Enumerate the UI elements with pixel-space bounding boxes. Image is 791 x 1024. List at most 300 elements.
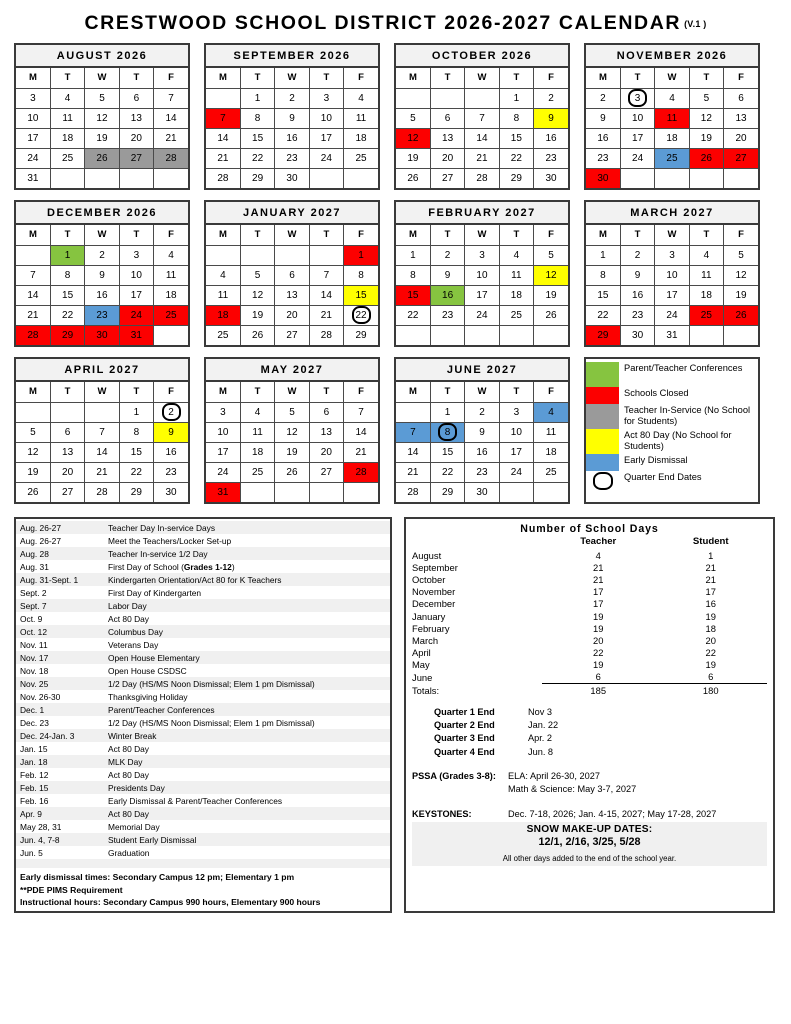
day-cell[interactable] bbox=[344, 402, 378, 422]
day-cell[interactable] bbox=[85, 285, 119, 305]
day-cell[interactable] bbox=[430, 108, 464, 128]
day-cell[interactable] bbox=[85, 305, 119, 325]
day-cell[interactable] bbox=[655, 108, 689, 128]
day-cell[interactable] bbox=[206, 402, 240, 422]
day-cell[interactable] bbox=[85, 422, 119, 442]
day-cell[interactable] bbox=[206, 462, 240, 482]
day-cell[interactable] bbox=[655, 128, 689, 148]
school-days-row bbox=[412, 573, 767, 585]
day-cell[interactable] bbox=[344, 108, 378, 128]
day-cell[interactable] bbox=[206, 265, 240, 285]
day-cell[interactable] bbox=[16, 462, 50, 482]
day-cell[interactable] bbox=[724, 245, 758, 265]
day-cell[interactable] bbox=[396, 305, 430, 325]
month-title: SEPTEMBER 2026 bbox=[206, 45, 378, 68]
day-cell[interactable] bbox=[586, 108, 620, 128]
day-cell[interactable] bbox=[240, 88, 274, 108]
day-cell[interactable] bbox=[154, 148, 188, 168]
day-number: 8 bbox=[444, 426, 451, 438]
legend-swatch-gray bbox=[586, 404, 619, 429]
day-cell[interactable] bbox=[430, 402, 464, 422]
day-cell[interactable] bbox=[689, 108, 723, 128]
day-cell[interactable] bbox=[16, 422, 50, 442]
day-cell[interactable] bbox=[154, 88, 188, 108]
day-cell[interactable] bbox=[16, 108, 50, 128]
day-cell[interactable] bbox=[344, 128, 378, 148]
day-cell[interactable] bbox=[240, 128, 274, 148]
day-cell[interactable] bbox=[620, 88, 654, 108]
day-cell[interactable] bbox=[50, 462, 84, 482]
day-cell[interactable] bbox=[119, 482, 153, 502]
day-cell[interactable] bbox=[154, 108, 188, 128]
day-cell[interactable] bbox=[154, 305, 188, 325]
day-cell[interactable] bbox=[655, 325, 689, 345]
day-cell[interactable] bbox=[50, 148, 84, 168]
day-cell[interactable] bbox=[50, 245, 84, 265]
day-cell[interactable] bbox=[724, 148, 758, 168]
day-cell[interactable] bbox=[309, 442, 343, 462]
day-cell[interactable] bbox=[85, 265, 119, 285]
day-cell[interactable] bbox=[499, 285, 533, 305]
day-cell[interactable] bbox=[586, 325, 620, 345]
day-cell[interactable] bbox=[240, 148, 274, 168]
day-cell[interactable] bbox=[50, 285, 84, 305]
school-days-teacher: 17 bbox=[593, 598, 604, 610]
day-cell[interactable] bbox=[50, 265, 84, 285]
day-cell[interactable] bbox=[499, 305, 533, 325]
month-grid bbox=[586, 68, 758, 188]
day-cell[interactable] bbox=[534, 168, 568, 188]
day-cell[interactable] bbox=[309, 325, 343, 345]
day-cell[interactable] bbox=[534, 305, 568, 325]
day-cell[interactable] bbox=[724, 88, 758, 108]
day-cell[interactable] bbox=[534, 128, 568, 148]
day-cell[interactable] bbox=[534, 462, 568, 482]
day-cell[interactable] bbox=[309, 265, 343, 285]
day-cell[interactable] bbox=[465, 108, 499, 128]
day-cell[interactable] bbox=[119, 285, 153, 305]
day-cell[interactable] bbox=[16, 305, 50, 325]
day-cell[interactable] bbox=[534, 88, 568, 108]
day-cell[interactable] bbox=[534, 442, 568, 462]
day-number: 2 bbox=[99, 249, 105, 261]
day-cell[interactable] bbox=[16, 88, 50, 108]
quarter-end-row bbox=[434, 732, 767, 745]
day-cell[interactable] bbox=[586, 168, 620, 188]
day-cell[interactable] bbox=[275, 108, 309, 128]
day-number: 28 bbox=[27, 329, 39, 341]
day-cell[interactable] bbox=[465, 285, 499, 305]
day-cell[interactable] bbox=[50, 108, 84, 128]
school-days-row bbox=[412, 634, 767, 646]
day-cell[interactable] bbox=[620, 265, 654, 285]
day-cell[interactable] bbox=[430, 245, 464, 265]
day-cell[interactable] bbox=[50, 422, 84, 442]
day-cell[interactable] bbox=[430, 148, 464, 168]
day-cell[interactable] bbox=[154, 402, 188, 422]
day-cell[interactable] bbox=[16, 482, 50, 502]
day-cell[interactable] bbox=[50, 442, 84, 462]
day-cell[interactable] bbox=[465, 402, 499, 422]
day-cell[interactable] bbox=[465, 245, 499, 265]
day-cell[interactable] bbox=[430, 442, 464, 462]
day-cell[interactable] bbox=[499, 402, 533, 422]
day-cell[interactable] bbox=[119, 305, 153, 325]
weekday-header: W bbox=[655, 225, 689, 245]
day-cell[interactable] bbox=[655, 265, 689, 285]
day-cell[interactable] bbox=[16, 265, 50, 285]
day-cell[interactable] bbox=[499, 168, 533, 188]
day-cell[interactable] bbox=[206, 168, 240, 188]
day-cell[interactable] bbox=[396, 108, 430, 128]
week-row bbox=[396, 88, 568, 108]
day-cell[interactable] bbox=[655, 148, 689, 168]
day-cell[interactable] bbox=[620, 245, 654, 265]
day-cell[interactable] bbox=[620, 108, 654, 128]
day-cell[interactable] bbox=[119, 442, 153, 462]
day-cell[interactable] bbox=[154, 442, 188, 462]
month-january-2027 bbox=[204, 200, 380, 347]
day-cell[interactable] bbox=[206, 128, 240, 148]
event-description: Early Dismissal & Parent/Teacher Conferences bbox=[108, 795, 283, 806]
day-cell[interactable] bbox=[689, 88, 723, 108]
day-cell[interactable] bbox=[154, 462, 188, 482]
day-cell[interactable] bbox=[534, 245, 568, 265]
day-cell[interactable] bbox=[396, 285, 430, 305]
day-cell[interactable] bbox=[119, 148, 153, 168]
day-cell[interactable] bbox=[154, 128, 188, 148]
day-cell[interactable] bbox=[655, 245, 689, 265]
day-cell[interactable] bbox=[534, 265, 568, 285]
day-cell[interactable] bbox=[724, 265, 758, 285]
day-cell[interactable] bbox=[344, 265, 378, 285]
day-cell[interactable] bbox=[309, 148, 343, 168]
day-cell[interactable] bbox=[206, 325, 240, 345]
day-number: 11 bbox=[165, 269, 177, 281]
day-cell[interactable] bbox=[724, 108, 758, 128]
day-cell[interactable] bbox=[586, 245, 620, 265]
day-cell[interactable] bbox=[275, 168, 309, 188]
day-cell[interactable] bbox=[85, 148, 119, 168]
weekday-header: T bbox=[119, 68, 153, 88]
day-cell[interactable] bbox=[50, 128, 84, 148]
day-cell[interactable] bbox=[620, 148, 654, 168]
day-cell[interactable] bbox=[275, 305, 309, 325]
event-row bbox=[16, 599, 390, 612]
day-cell[interactable] bbox=[430, 462, 464, 482]
day-cell[interactable] bbox=[309, 128, 343, 148]
day-cell[interactable] bbox=[465, 265, 499, 285]
day-cell[interactable] bbox=[396, 265, 430, 285]
day-cell[interactable] bbox=[586, 148, 620, 168]
day-cell[interactable] bbox=[309, 462, 343, 482]
day-cell[interactable] bbox=[85, 325, 119, 345]
day-cell[interactable] bbox=[430, 265, 464, 285]
legend-label: Act 80 Day (No School for Students) bbox=[624, 430, 732, 451]
day-number: 16 bbox=[165, 446, 177, 458]
day-number: 13 bbox=[130, 112, 142, 124]
weekday-header: T bbox=[119, 382, 153, 402]
day-cell[interactable] bbox=[724, 305, 758, 325]
day-cell[interactable] bbox=[16, 168, 50, 188]
day-cell[interactable] bbox=[430, 128, 464, 148]
week-row bbox=[206, 265, 378, 285]
day-cell[interactable] bbox=[586, 88, 620, 108]
event-date: Sept. 7 bbox=[20, 600, 47, 611]
day-cell[interactable] bbox=[275, 325, 309, 345]
day-cell[interactable] bbox=[275, 128, 309, 148]
day-cell[interactable] bbox=[499, 422, 533, 442]
day-cell[interactable] bbox=[465, 148, 499, 168]
day-cell[interactable] bbox=[240, 462, 274, 482]
day-cell[interactable] bbox=[275, 148, 309, 168]
day-cell[interactable] bbox=[534, 148, 568, 168]
day-cell[interactable] bbox=[430, 482, 464, 502]
day-cell[interactable] bbox=[465, 442, 499, 462]
day-cell[interactable] bbox=[275, 88, 309, 108]
day-cell[interactable] bbox=[50, 305, 84, 325]
day-cell[interactable] bbox=[396, 422, 430, 442]
day-cell[interactable] bbox=[309, 88, 343, 108]
day-cell[interactable] bbox=[499, 108, 533, 128]
day-cell[interactable] bbox=[396, 482, 430, 502]
legend-swatch-red bbox=[586, 387, 619, 404]
day-cell[interactable] bbox=[499, 148, 533, 168]
day-cell[interactable] bbox=[534, 402, 568, 422]
day-cell[interactable] bbox=[119, 245, 153, 265]
day-number: 30 bbox=[597, 172, 609, 184]
weekday-header: F bbox=[534, 382, 568, 402]
day-cell[interactable] bbox=[689, 245, 723, 265]
empty-cell bbox=[534, 325, 568, 345]
day-cell[interactable] bbox=[240, 305, 274, 325]
day-cell[interactable] bbox=[154, 265, 188, 285]
day-cell[interactable] bbox=[275, 462, 309, 482]
day-cell[interactable] bbox=[499, 462, 533, 482]
day-cell[interactable] bbox=[240, 285, 274, 305]
day-cell[interactable] bbox=[620, 128, 654, 148]
day-number: 21 bbox=[476, 152, 488, 164]
day-cell[interactable] bbox=[344, 245, 378, 265]
day-cell[interactable] bbox=[620, 305, 654, 325]
day-cell[interactable] bbox=[16, 325, 50, 345]
event-description: Meet the Teachers/Locker Set-up bbox=[108, 535, 232, 546]
day-cell[interactable] bbox=[85, 442, 119, 462]
day-cell[interactable] bbox=[655, 88, 689, 108]
day-cell[interactable] bbox=[620, 325, 654, 345]
day-cell[interactable] bbox=[240, 108, 274, 128]
day-cell[interactable] bbox=[119, 422, 153, 442]
month-title: DECEMBER 2026 bbox=[16, 202, 188, 225]
school-days-teacher: 21 bbox=[593, 561, 604, 573]
day-cell[interactable] bbox=[534, 108, 568, 128]
day-cell[interactable] bbox=[534, 422, 568, 442]
empty-cell bbox=[16, 245, 50, 265]
day-cell[interactable] bbox=[16, 285, 50, 305]
day-cell[interactable] bbox=[396, 462, 430, 482]
school-days-teacher: 19 bbox=[593, 610, 604, 622]
week-row bbox=[16, 285, 188, 305]
empty-cell bbox=[499, 325, 533, 345]
day-number: 6 bbox=[289, 269, 295, 281]
day-number: 22 bbox=[62, 309, 74, 321]
day-cell[interactable] bbox=[154, 422, 188, 442]
day-cell[interactable] bbox=[344, 285, 378, 305]
day-cell[interactable] bbox=[499, 88, 533, 108]
day-cell[interactable] bbox=[465, 482, 499, 502]
day-cell[interactable] bbox=[689, 128, 723, 148]
day-cell[interactable] bbox=[206, 482, 240, 502]
day-cell[interactable] bbox=[396, 168, 430, 188]
day-cell[interactable] bbox=[240, 265, 274, 285]
school-days-month: June bbox=[412, 671, 433, 683]
day-cell[interactable] bbox=[430, 422, 464, 442]
school-days-student: 21 bbox=[705, 561, 716, 573]
week-row bbox=[16, 422, 188, 442]
weekday-header: F bbox=[534, 225, 568, 245]
event-row bbox=[16, 820, 390, 833]
empty-cell bbox=[689, 168, 723, 188]
day-cell[interactable] bbox=[344, 325, 378, 345]
day-cell[interactable] bbox=[465, 128, 499, 148]
day-cell[interactable] bbox=[465, 462, 499, 482]
weekday-header: W bbox=[85, 382, 119, 402]
day-cell[interactable] bbox=[689, 305, 723, 325]
day-cell[interactable] bbox=[154, 245, 188, 265]
day-number: 30 bbox=[476, 486, 488, 498]
weekday-header: T bbox=[689, 225, 723, 245]
day-cell[interactable] bbox=[396, 245, 430, 265]
day-cell[interactable] bbox=[309, 108, 343, 128]
day-cell[interactable] bbox=[85, 482, 119, 502]
day-number: 5 bbox=[738, 249, 744, 261]
week-row bbox=[16, 442, 188, 462]
day-cell[interactable] bbox=[309, 305, 343, 325]
day-cell[interactable] bbox=[275, 285, 309, 305]
day-cell[interactable] bbox=[655, 305, 689, 325]
weekday-header: M bbox=[396, 382, 430, 402]
day-cell[interactable] bbox=[344, 148, 378, 168]
day-cell[interactable] bbox=[689, 265, 723, 285]
day-cell[interactable] bbox=[154, 482, 188, 502]
event-row bbox=[16, 573, 390, 586]
day-cell[interactable] bbox=[344, 442, 378, 462]
day-cell[interactable] bbox=[396, 442, 430, 462]
day-cell[interactable] bbox=[430, 168, 464, 188]
day-cell[interactable] bbox=[724, 285, 758, 305]
day-cell[interactable] bbox=[16, 442, 50, 462]
day-cell[interactable] bbox=[206, 285, 240, 305]
day-cell[interactable] bbox=[206, 442, 240, 462]
day-cell[interactable] bbox=[240, 442, 274, 462]
day-cell[interactable] bbox=[275, 422, 309, 442]
day-cell[interactable] bbox=[344, 422, 378, 442]
day-cell[interactable] bbox=[154, 285, 188, 305]
day-cell[interactable] bbox=[655, 285, 689, 305]
event-row bbox=[16, 560, 390, 573]
day-cell[interactable] bbox=[50, 325, 84, 345]
school-days-row bbox=[412, 549, 767, 561]
day-cell[interactable] bbox=[499, 442, 533, 462]
day-cell[interactable] bbox=[240, 325, 274, 345]
day-cell[interactable] bbox=[309, 285, 343, 305]
day-cell[interactable] bbox=[499, 245, 533, 265]
day-cell[interactable] bbox=[50, 482, 84, 502]
day-cell[interactable] bbox=[309, 422, 343, 442]
day-cell[interactable] bbox=[119, 462, 153, 482]
day-cell[interactable] bbox=[586, 128, 620, 148]
day-cell[interactable] bbox=[465, 422, 499, 442]
day-cell[interactable] bbox=[240, 168, 274, 188]
day-cell[interactable] bbox=[689, 148, 723, 168]
day-cell[interactable] bbox=[50, 88, 84, 108]
month-grid bbox=[16, 68, 188, 188]
keystones-label: KEYSTONES: bbox=[412, 808, 472, 819]
day-cell[interactable] bbox=[689, 285, 723, 305]
day-number: 11 bbox=[62, 112, 73, 124]
day-cell[interactable] bbox=[206, 148, 240, 168]
day-cell[interactable] bbox=[396, 148, 430, 168]
day-cell[interactable] bbox=[344, 462, 378, 482]
day-cell[interactable] bbox=[119, 402, 153, 422]
day-cell[interactable] bbox=[275, 442, 309, 462]
day-cell[interactable] bbox=[534, 285, 568, 305]
day-cell[interactable] bbox=[344, 305, 378, 325]
day-cell[interactable] bbox=[240, 402, 274, 422]
day-cell[interactable] bbox=[85, 462, 119, 482]
day-cell[interactable] bbox=[396, 128, 430, 148]
day-cell[interactable] bbox=[430, 305, 464, 325]
keystones-value: Dec. 7-18, 2026; Jan. 4-15, 2027; May 17-28, 2027 bbox=[508, 808, 717, 819]
day-cell[interactable] bbox=[119, 265, 153, 285]
week-row bbox=[396, 402, 568, 422]
day-cell[interactable] bbox=[240, 422, 274, 442]
day-cell[interactable] bbox=[119, 325, 153, 345]
day-cell[interactable] bbox=[586, 285, 620, 305]
day-cell[interactable] bbox=[620, 285, 654, 305]
day-cell[interactable] bbox=[16, 148, 50, 168]
day-cell[interactable] bbox=[206, 108, 240, 128]
day-cell[interactable] bbox=[275, 265, 309, 285]
day-cell[interactable] bbox=[85, 128, 119, 148]
day-cell[interactable] bbox=[119, 108, 153, 128]
day-number: 26 bbox=[735, 309, 747, 321]
day-cell[interactable] bbox=[275, 402, 309, 422]
day-cell[interactable] bbox=[16, 128, 50, 148]
day-number: 20 bbox=[62, 466, 74, 478]
day-cell[interactable] bbox=[85, 245, 119, 265]
day-cell[interactable] bbox=[586, 265, 620, 285]
day-cell[interactable] bbox=[465, 305, 499, 325]
empty-cell bbox=[344, 168, 378, 188]
day-cell[interactable] bbox=[309, 402, 343, 422]
day-cell[interactable] bbox=[499, 128, 533, 148]
day-cell[interactable] bbox=[85, 88, 119, 108]
day-cell[interactable] bbox=[724, 128, 758, 148]
day-cell[interactable] bbox=[430, 285, 464, 305]
day-cell[interactable] bbox=[206, 422, 240, 442]
day-cell[interactable] bbox=[206, 305, 240, 325]
day-cell[interactable] bbox=[119, 128, 153, 148]
empty-cell bbox=[275, 245, 309, 265]
day-cell[interactable] bbox=[344, 88, 378, 108]
day-cell[interactable] bbox=[85, 108, 119, 128]
day-cell[interactable] bbox=[465, 168, 499, 188]
day-number: 26 bbox=[96, 152, 108, 164]
day-cell[interactable] bbox=[586, 305, 620, 325]
day-cell[interactable] bbox=[499, 265, 533, 285]
day-cell[interactable] bbox=[119, 88, 153, 108]
